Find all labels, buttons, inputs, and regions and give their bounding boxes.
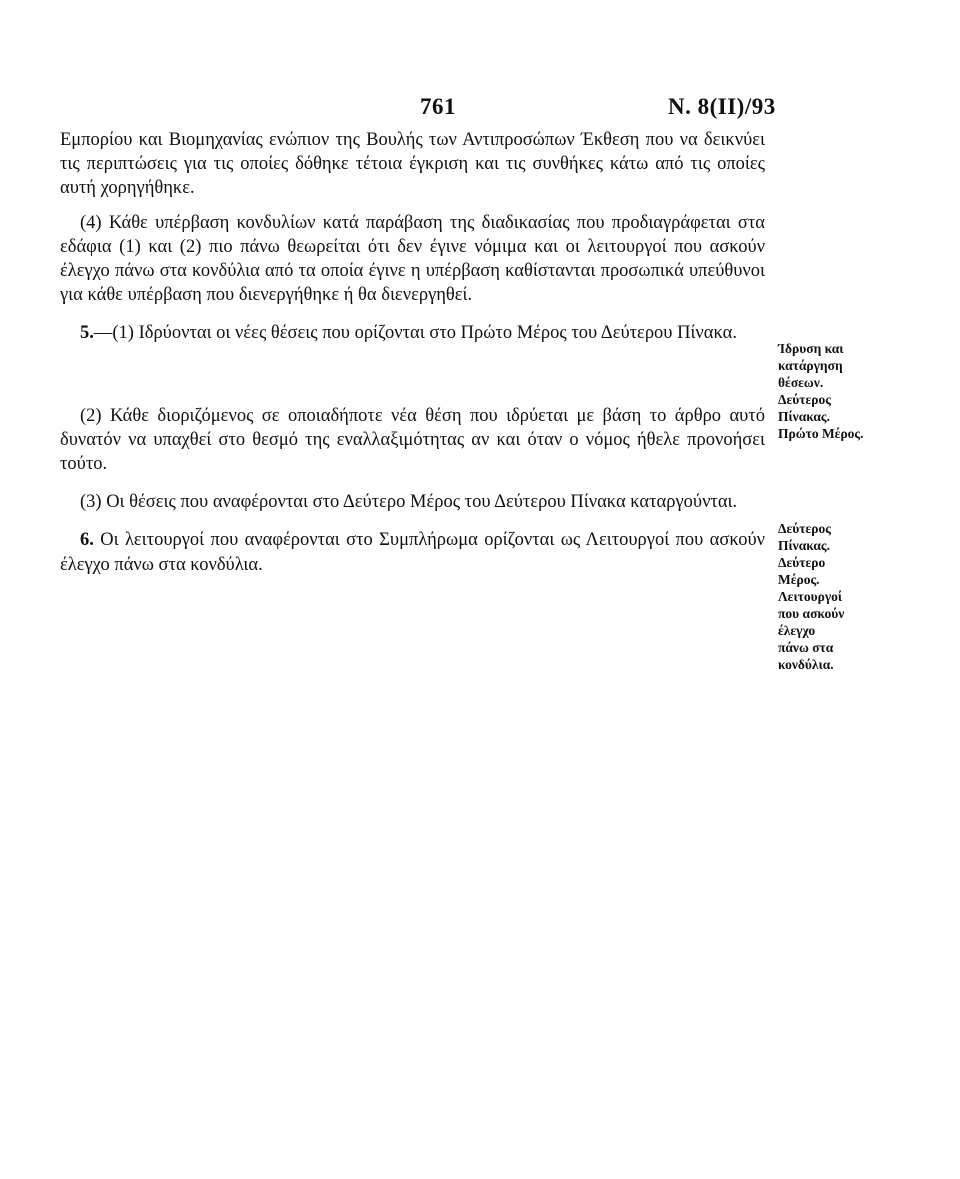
margin-note-line: Δεύτερος [778,392,831,407]
margin-note-line: πάνω στα [778,640,834,655]
section-5 [60,321,765,345]
section-5-text: —(1) Ιδρύονται οι νέες θέσεις που ορίζονται στο Πρώτο Μέρος του Δεύτερου Πίνακα. [93,323,737,344]
margin-note-line: Πίνακας. [778,409,830,424]
body-text [60,128,765,577]
margin-note-line: Λειτουργοί [778,589,843,604]
section-6-number: 6. [80,530,94,551]
margin-note-line: κατάργηση [778,358,843,373]
section-6-text: Οι λειτουργοί που αναφέρονται στο Συμπλήρωμα ορίζονται ως Λειτουργοί που ασκούν έλεγχο πάνω στα κονδύλια. [60,530,766,575]
section-5-number: 5. [80,323,94,344]
margin-note-line: Πρώτο Μέρος. [778,426,864,441]
margin-note-officers [778,520,908,673]
margin-note-line: Πίνακας. [778,538,830,553]
section-5-subsection-3: (3) Οι θέσεις που αναφέρονται στο Δεύτερο Μέρος του Δεύτερου Πίνακα καταργούνται. [80,492,738,513]
margin-note-line: έλεγχο [778,623,816,638]
margin-note-line: θέσεων. [778,375,824,390]
paragraph-continuation: Εμπορίου και Βιομηχανίας ενώπιον της Βουλής των Αντιπροσώπων Έκθεση που να δεικνύει τις περιπτώσεις για τις οποίες δόθηκε τέτοια έγκριση και τις συνθήκες κάτω από τις οποίες αυτή χορηγήθηκε. [60,130,765,199]
margin-note-new-posts [778,340,908,442]
margin-note-line: Μέρος. [778,572,820,587]
law-number: N. 8(II)/93 [668,94,776,119]
paragraph-4: (4) Κάθε υπέρβαση κονδυλίων κατά παράβαση της διαδικασίας που προδιαγράφεται στα εδάφια (1) και (2) πιο πάνω θεωρείται ότι δεν έγινε νόμιμα και οι λειτουργοί που ασκούν έλεγχο πάνω στα κονδύλια από τα οποία έγινε η υπέρβαση καθίστανται προσωπικά υπεύθυνοι για κάθε υπέρβαση που διενεργήθηκε ή θα διενεργηθεί. [60,212,765,306]
section-6 [60,528,765,576]
margin-note-line: κονδύλια. [778,657,834,672]
margin-note-line: Δεύτερος [778,521,831,536]
margin-note-line: Δεύτερο [778,555,826,570]
page-number: 761 [420,94,456,119]
margin-note-line: που ασκούν [778,606,845,621]
margin-note-line: Ίδρυση και [778,341,844,356]
section-5-subsection-2: (2) Κάθε διοριζόμενος σε οποιαδήποτε νέα θέση που ιδρύεται με βάση το άρθρο αυτό δυνατόν να υπαχθεί στο θεσμό της εναλλαξιμότητας αν και όταν ο νόμος ήθελε προνοήσει τούτο. [60,405,765,475]
